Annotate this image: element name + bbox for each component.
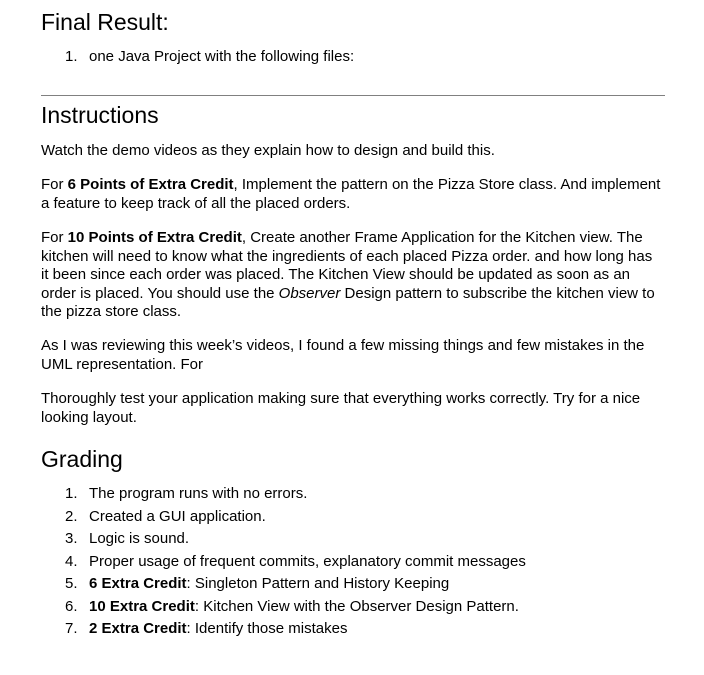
list-item <box>41 596 661 619</box>
list-item-text: Created a GUI application. <box>89 507 266 525</box>
paragraph-text: , Implement the pattern on the Pizza Store class. And implement a feature to keep track of all the placed orders. <box>41 176 661 212</box>
list-item-text: : Singleton Pattern and History Keeping <box>186 575 450 592</box>
list-item <box>41 528 661 551</box>
final-result-list <box>41 46 661 69</box>
list-item <box>41 573 661 596</box>
list-item <box>41 618 661 641</box>
paragraph-text: For <box>41 229 68 246</box>
list-item-number: 1. <box>65 48 78 65</box>
instructions-paragraph-5: Thoroughly test your application making sure that everything works correctly. Try for a nice looking layout. <box>41 390 641 426</box>
instructions-paragraph-4: As I was reviewing this week’s videos, I found a few missing things and few mistakes in the UML representation. For <box>41 337 645 373</box>
list-item-text: : Kitchen View with the Observer Design Pattern. <box>194 597 519 615</box>
list-item-text: one Java Project with the following files: <box>89 48 355 65</box>
instructions-heading: Instructions <box>41 102 159 128</box>
extra-credit-bold: 6 Points of Extra Credit <box>67 176 234 193</box>
list-item-number: 4. <box>65 552 78 570</box>
list-item-number: 7. <box>65 620 78 637</box>
horizontal-rule <box>41 95 665 96</box>
list-item-number: 2. <box>65 507 78 525</box>
observer-italic: Observer <box>278 284 341 302</box>
list-item-text: Logic is sound. <box>89 530 190 547</box>
list-item <box>41 506 661 529</box>
final-result-heading: Final Result: <box>41 9 169 35</box>
list-item <box>41 483 661 506</box>
list-item-text: Proper usage of frequent commits, explanatory commit messages <box>89 552 526 570</box>
list-item <box>41 46 661 69</box>
instructions-paragraph-1: Watch the demo videos as they explain how to design and build this. <box>41 142 495 159</box>
list-item <box>41 551 661 574</box>
paragraph-text: Design pattern to subscribe the kitchen view to the pizza store class. <box>41 284 655 320</box>
list-item-number: 5. <box>65 575 78 592</box>
list-item-bold: 6 Extra Credit <box>89 575 187 592</box>
list-item-number: 6. <box>65 597 78 615</box>
list-item-text: The program runs with no errors. <box>89 485 308 502</box>
paragraph-text: , Create another Frame Application for the Kitchen view. The kitchen will need to know what the ingredients of each placed Pizza order. and how long has it been since each order was placed. The Kitchen View should be updated as soon as an order is placed. You should use the <box>41 229 653 302</box>
grading-heading: Grading <box>41 446 123 472</box>
list-item-number: 1. <box>65 485 78 502</box>
instructions-paragraph-2 <box>41 176 663 213</box>
instructions-paragraph-3 <box>41 229 663 322</box>
list-item-text: : Identify those mistakes <box>186 620 348 637</box>
list-item-bold: 2 Extra Credit <box>89 620 187 637</box>
extra-credit-bold: 10 Points of Extra Credit <box>67 229 242 246</box>
list-item-bold: 10 Extra Credit <box>89 597 195 615</box>
paragraph-text: For <box>41 176 68 193</box>
grading-list <box>41 483 661 641</box>
list-item-number: 3. <box>65 530 78 547</box>
